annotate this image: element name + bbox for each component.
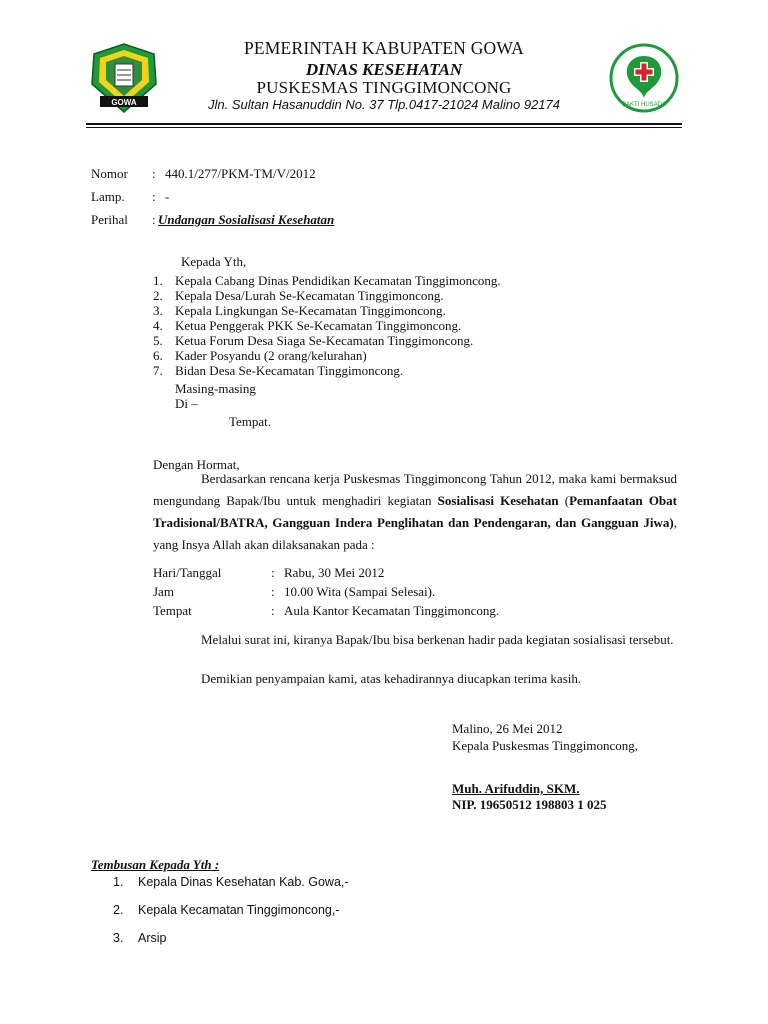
government-title: PEMERINTAH KABUPATEN GOWA [243, 38, 525, 58]
lamp-colon: : [152, 189, 156, 204]
list-item: 1. Kepala Dinas Kesehatan Kab. Gowa,- [113, 875, 349, 889]
list-item: 1. Kepala Cabang Dinas Pendidikan Kecamatan Tinggimoncong. [153, 273, 501, 288]
thanks-paragraph: Demikian penyampaian kami, atas kehadirannya diucapkan terima kasih. [201, 671, 582, 686]
list-item: 7. Bidan Desa Se-Kecamatan Tinggimoncong. [153, 363, 404, 378]
perihal-value: Undangan Sosialisasi Kesehatan [158, 212, 335, 227]
list-item: 5. Ketua Forum Desa Siaga Se-Kecamatan Tinggimoncong. [153, 333, 474, 348]
recipient-tempat: Tempat. [229, 414, 272, 429]
cc-list [113, 875, 513, 959]
closing-paragraph: Melalui surat ini, kiranya Bapak/Ibu bisa berkenan hadir pada kegiatan sosialisasi tersebut. [201, 632, 674, 647]
cc-heading: Tembusan Kepada Yth : [91, 857, 220, 872]
perihal-label: Perihal [91, 212, 128, 227]
department-title: DINAS KESEHATAN [305, 60, 463, 79]
letterhead-rule-thick [86, 123, 682, 125]
list-item: 3. Kepala Lingkungan Se-Kecamatan Tinggimoncong. [153, 303, 446, 318]
recipient-greeting: Kepada Yth, [181, 254, 247, 269]
institution-title: PUSKESMAS TINGGIMONCONG [256, 78, 512, 97]
nomor-label: Nomor [91, 166, 128, 181]
opening-paragraph: Berdasarkan rencana kerja Puskesmas Tinggimoncong Tahun 2012, maka kami bermaksud mengundang Bapak/Ibu untuk menghadiri kegiatan Sosialisasi Kesehatan (Pemanfaatan Obat Tradisional/BATRA, Gangguan Indera Penglihatan dan Pendengaran, dan Gangguan Jiwa), yang Insya Allah akan dilaksanakan pada : [153, 471, 677, 552]
nomor-colon: : [152, 166, 156, 181]
event-row: Jam : 10.00 Wita (Sampai Selesai). [153, 584, 436, 599]
list-item: 6. Kader Posyandu (2 orang/kelurahan) [153, 348, 367, 363]
signer-nip: NIP. 19650512 198803 1 025 [452, 797, 607, 812]
recipient-di: Di – [175, 396, 198, 411]
list-item: 2. Kepala Kecamatan Tinggimoncong,- [113, 903, 340, 917]
place-date: Malino, 26 Mei 2012 [452, 721, 563, 736]
salutation: Dengan Hormat, [153, 457, 240, 472]
nomor-value: 440.1/277/PKM-TM/V/2012 [165, 166, 316, 181]
list-item: 4. Ketua Penggerak PKK Se-Kecamatan Tinggimoncong. [153, 318, 462, 333]
perihal-colon: : [152, 212, 156, 227]
event-details [153, 565, 673, 622]
recipient-list [153, 273, 653, 378]
svg-text:GOWA: GOWA [111, 98, 137, 107]
list-item: 3. Arsip [113, 931, 167, 945]
recipient-masing: Masing-masing [175, 381, 256, 396]
svg-text:BAKTI HUSADA: BAKTI HUSADA [621, 102, 667, 108]
lamp-label: Lamp. [91, 189, 125, 204]
event-row: Tempat : Aula Kantor Kecamatan Tinggimoncong. [153, 603, 500, 618]
letterhead-rule-thin [86, 127, 682, 128]
address-line: Jln. Sultan Hasanuddin No. 37 Tlp.0417-21024 Malino 92174 [208, 97, 560, 112]
signer-position: Kepala Puskesmas Tinggimoncong, [452, 738, 638, 753]
signer-name: Muh. Arifuddin, SKM. [452, 781, 580, 796]
list-item: 2. Kepala Desa/Lurah Se-Kecamatan Tinggimoncong. [153, 288, 444, 303]
event-row: Hari/Tanggal : Rabu, 30 Mei 2012 [153, 565, 385, 580]
lamp-value: - [165, 189, 170, 204]
